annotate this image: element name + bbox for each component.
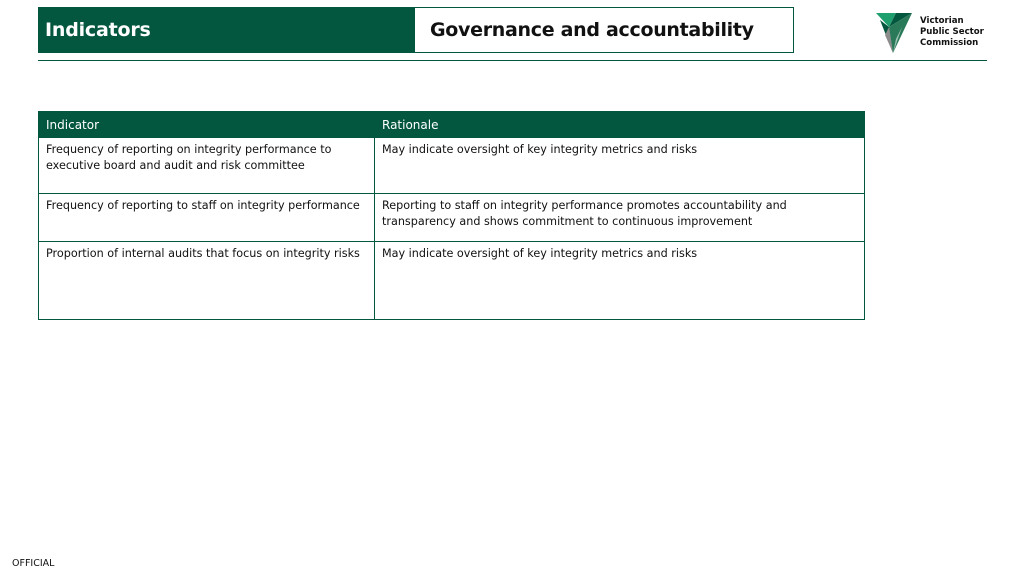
topic-header — [415, 7, 794, 53]
logo-line-1: Victorian — [920, 16, 964, 26]
indicator-cell: Frequency of reporting to staff on integrity performance — [39, 194, 375, 242]
header-divider — [38, 60, 987, 61]
table-header-row — [39, 112, 865, 138]
column-header-rationale: Rationale — [375, 112, 865, 138]
table-row — [39, 138, 865, 194]
rationale-cell: Reporting to staff on integrity performance promotes accountability and transparency and shows commitment to continuous improvement — [375, 194, 865, 242]
vpsc-logo — [876, 13, 986, 55]
vpsc-triangle-logo-icon — [876, 13, 914, 55]
column-header-indicator: Indicator — [39, 112, 375, 138]
section-header — [38, 7, 415, 53]
topic-title: Governance and accountability — [430, 19, 754, 41]
table-row — [39, 242, 865, 320]
table-row — [39, 194, 865, 242]
section-label: Indicators — [45, 19, 151, 41]
indicators-table — [38, 111, 865, 320]
indicator-cell: Proportion of internal audits that focus on integrity risks — [39, 242, 375, 320]
rationale-cell: May indicate oversight of key integrity metrics and risks — [375, 242, 865, 320]
rationale-cell: May indicate oversight of key integrity metrics and risks — [375, 138, 865, 194]
logo-wordmark — [920, 16, 984, 50]
logo-line-3: Commission — [920, 38, 979, 49]
logo-line-2: Public Sector — [920, 27, 984, 38]
security-classification-label: OFFICIAL — [12, 558, 55, 569]
indicator-cell: Frequency of reporting on integrity performance to executive board and audit and risk committee — [39, 138, 375, 194]
